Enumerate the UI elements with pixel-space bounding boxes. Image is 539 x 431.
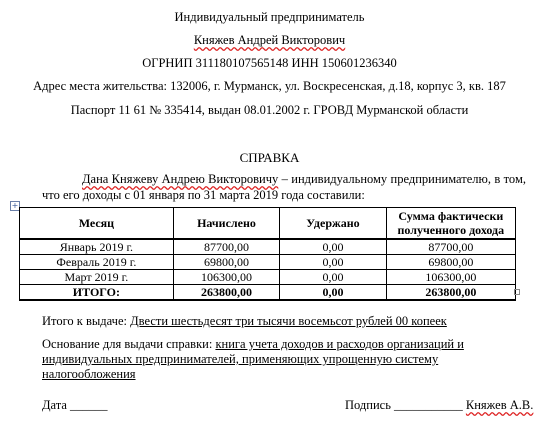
cell-received: 106300,00 [386, 270, 515, 285]
header-received: Сумма фактически полученного дохода [386, 208, 515, 240]
cell-withheld: 0,00 [280, 255, 386, 270]
table-total-row [20, 285, 516, 301]
basis-paragraph [42, 337, 526, 382]
signature-name: Княжев А.В. [465, 398, 534, 412]
recipient-text: Дана Княжеву Андрею Викторовичу [82, 172, 279, 186]
income-table [19, 207, 516, 301]
body-paragraph [42, 171, 526, 203]
document-title: СПРАВКА [239, 150, 300, 165]
table-row [20, 239, 516, 255]
basis-label: Основание для выдачи справки: [42, 337, 216, 351]
issue-label: Итого к выдаче: [42, 314, 131, 328]
cell-received: 87700,00 [386, 239, 515, 255]
address-line: Адрес места жительства: 132006, г. Мурманск, ул. Воскресенская, д.18, корпус 3, кв. 187 [33, 79, 506, 93]
total-received: 263800,00 [386, 285, 515, 301]
total-withheld: 0,00 [280, 285, 386, 301]
table-row [20, 270, 516, 285]
body-text: – индивидуальному предпринимателю, в том, что его доходы с 01 января по 31 марта 2019 года составили: [42, 172, 526, 202]
cell-accrued: 69800,00 [173, 255, 279, 270]
issue-line [42, 314, 447, 329]
signature-line [345, 398, 533, 413]
cell-withheld: 0,00 [280, 239, 386, 255]
ids-line: ОГРНИП 311180107565148 ИНН 150601236340 [142, 56, 397, 70]
total-accrued: 263800,00 [173, 285, 279, 301]
entrepreneur-name [0, 33, 539, 48]
header-month: Месяц [20, 208, 174, 240]
cell-withheld: 0,00 [280, 270, 386, 285]
entrepreneur-title: Индивидуальный предприниматель [174, 10, 365, 24]
date-line: Дата ______ [42, 398, 108, 412]
cell-month: Февраль 2019 г. [20, 255, 174, 270]
cell-received: 69800,00 [386, 255, 515, 270]
table-move-handle-icon[interactable]: + [11, 201, 19, 210]
basis-value: книга учета доходов и расходов организаций и индивидуальных предпринимателей, применяющих упрощенную систему налогообложения [42, 337, 464, 381]
table-row [20, 255, 516, 270]
cell-accrued: 87700,00 [173, 239, 279, 255]
table-resize-handle-icon[interactable] [514, 289, 520, 295]
table-header-row [20, 208, 516, 240]
entrepreneur-name-text: Княжев Андрей Викторович [193, 33, 346, 47]
signature-label: Подпись ___________ [345, 398, 466, 412]
issue-value: Двести шестьдесят три тысячи восемьсот рублей 00 копеек [130, 314, 447, 328]
cell-month: Март 2019 г. [20, 270, 174, 285]
passport-line: Паспорт 11 61 № 335414, выдан 08.01.2002 г. ГРОВД Мурманской области [70, 103, 469, 117]
total-label: ИТОГО: [20, 285, 174, 301]
cell-accrued: 106300,00 [173, 270, 279, 285]
header-accrued: Начислено [173, 208, 279, 240]
cell-month: Январь 2019 г. [20, 239, 174, 255]
header-withheld: Удержано [280, 208, 386, 240]
